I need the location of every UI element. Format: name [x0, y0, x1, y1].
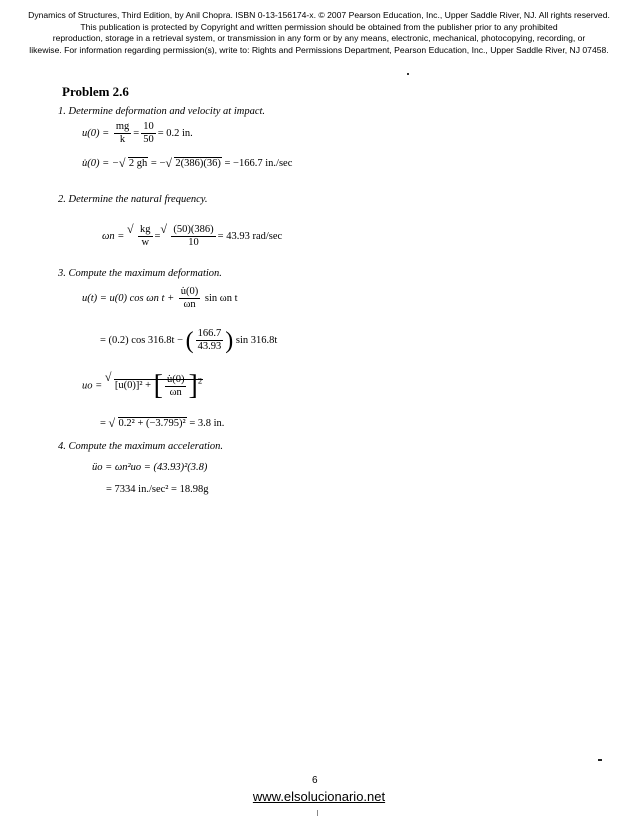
fraction: $\frac{10}{50}$ — [143, 121, 154, 145]
header-line: likewise. For information regarding permission(s), write to: Rights and Permissions Department, Pearson Education, Inc., Upper Saddle River, NJ 07458. — [29, 44, 609, 55]
step-1-heading: 1. Determine deformation and velocity at impact. — [58, 106, 266, 117]
stray-mark — [598, 759, 602, 761]
header-line: reproduction, storage in a retrieval system, or transmission in any form or by any means, electronic, mechanical, photocopying, recording, or — [52, 33, 586, 43]
website-link[interactable]: www.elsolucionario.net — [252, 789, 386, 804]
step-4-heading: 4. Compute the maximum acceleration. — [58, 441, 224, 452]
equation-natural-frequency: ωn = √ $\frac{kg}{w}$ = √ $\frac{(50)(386)}{10}$ = 43.93 rad/sec — [102, 224, 282, 249]
page-number: 6 — [312, 775, 318, 786]
step-3-heading: 3. Compute the maximum deformation. — [58, 268, 222, 279]
header-line: This publication is protected by Copyright and written permission should be obtained from the publisher prior to any prohibited — [80, 21, 558, 32]
stray-mark — [317, 810, 318, 816]
equation-velocity: u̇(0) = −√ 2 gh = −√ 2(386)(36) = −166.7 in./sec — [82, 158, 292, 169]
equation-max-deformation-numeric: = √ 0.2² + (−3.795)² = 3.8 in. — [100, 418, 224, 429]
header-line: Dynamics of Structures, Third Edition, by Anil Chopra. ISBN 0-13-156174-x. © 2007 Pearson Education, Inc., Upper Saddle River, NJ. All rights reserved. — [28, 10, 610, 20]
equation-max-deformation: uo = √ [u(0)]² + [ $\frac{u̇(0)}{\omega n}$ ]$^2$ — [82, 372, 203, 400]
fraction: $\frac{mg}{k}$ — [115, 121, 130, 145]
equation-acceleration-result: = 7334 in./sec² = 18.98g — [106, 484, 209, 495]
stray-mark — [407, 73, 409, 75]
step-2-heading: 2. Determine the natural frequency. — [58, 194, 208, 205]
equation-u0: u(0) = $\frac{mg}{k}$ = $\frac{10}{50}$ = 0.2 in. — [82, 121, 193, 145]
equation-displacement: u(t) = u(0) cos ωn t + $\frac{u̇(0)}{\omega n}$ sin ωn t — [82, 286, 238, 310]
equation-displacement-numeric: = (0.2) cos 316.8t − ( $\frac{166.7}{43.93}$ ) sin 316.8t — [100, 327, 278, 354]
problem-title: Problem 2.6 — [62, 84, 129, 99]
equation-acceleration: üo = ωn²uo = (43.93)²(3.8) — [92, 462, 208, 473]
copyright-header — [12, 10, 626, 56]
